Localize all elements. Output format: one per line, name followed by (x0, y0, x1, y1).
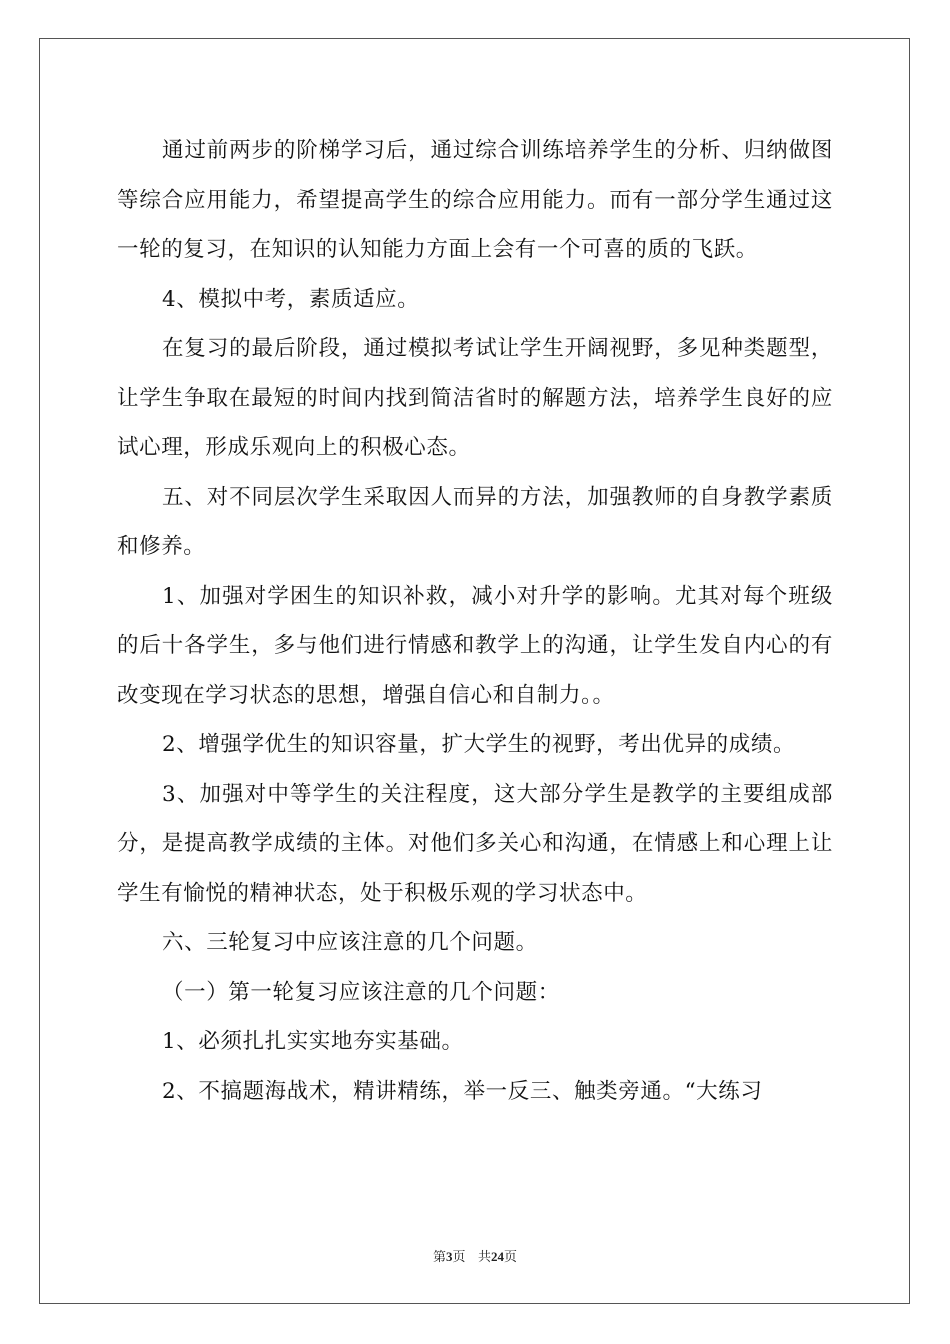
footer-total-suffix: 页 (503, 1250, 517, 1265)
paragraph: 4、模拟中考，素质适应。 (162, 286, 420, 312)
page-footer (0, 1246, 950, 1265)
paragraph: 2、增强学优生的知识容量，扩大学生的视野，考出优异的成绩。 (162, 732, 796, 757)
footer-page-suffix: 页 (452, 1250, 466, 1265)
paragraph: 六、三轮复习中应该注意的几个问题。 (162, 930, 538, 955)
current-page-number: 3 (446, 1249, 453, 1264)
document-body (117, 126, 833, 1116)
footer-total-prefix: 共 (477, 1250, 491, 1265)
paragraph: 通过前两步的阶梯学习后，通过综合训练培养学生的分析、归纳做图等综合应用能力，希望提高学生的综合应用能力。而有一部分学生通过这一轮的复习，在知识的认知能力方面上会有一个可喜的质的飞跃。 (117, 138, 833, 262)
paragraph: 3、加强对中等学生的关注程度，这大部分学生是教学的主要组成部分，是提高教学成绩的主体。对他们多关心和沟通，在情感上和心理上让学生有愉悦的精神状态，处于积极乐观的学习状态中。 (117, 781, 833, 906)
paragraph: 在复习的最后阶段，通过模拟考试让学生开阔视野，多见种类题型，让学生争取在最短的时间内找到简洁省时的解题方法，培养学生良好的应试心理，形成乐观向上的积极心态。 (117, 336, 833, 460)
paragraph: 1、必须扎扎实实地夯实基础。 (162, 1029, 464, 1054)
total-pages-number: 24 (490, 1249, 504, 1264)
footer-prefix: 第 (433, 1250, 447, 1265)
paragraph: 1、加强对学困生的知识补救，减小对升学的影响。尤其对每个班级的后十各学生，多与他们进行情感和教学上的沟通，让学生发自内心的有改变现在学习状态的思想，增强自信心和自制力。。 (117, 583, 833, 708)
paragraph: （一）第一轮复习应该注意的几个问题： (162, 979, 560, 1005)
paragraph: 五、对不同层次学生采取因人而异的方法，加强教师的自身教学素质和修养。 (117, 484, 833, 559)
paragraph: 2、不搞题海战术，精讲精练，举一反三、触类旁通。“大练习 (162, 1078, 763, 1104)
